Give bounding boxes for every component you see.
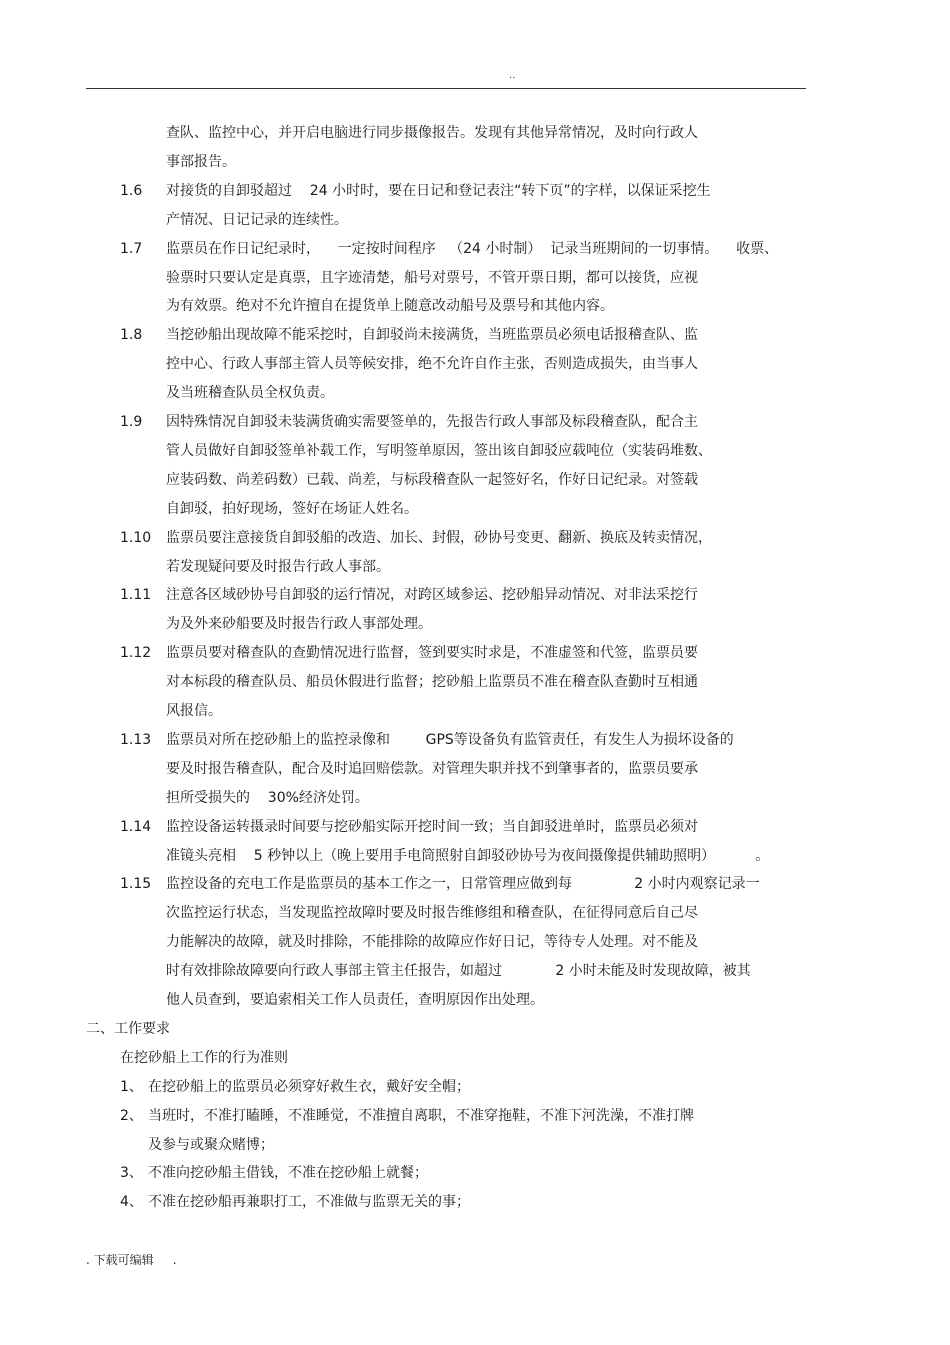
paragraph-number: 1.6 xyxy=(120,182,143,199)
paragraph-line: 对本标段的稽查队员、船员休假进行监督；挖砂船上监票员不准在稽查队查勤时互相通 xyxy=(166,674,698,691)
paragraph-line: 准镜头亮相 5 秒钟以上（晚上要用手电筒照射自卸驳砂协号为夜间摄像提供辅助照明） 。 xyxy=(166,847,770,864)
paragraph-line: 监票员要对稽查队的查勤情况进行监督，签到要实时求是，不准虚签和代签，监票员要 xyxy=(166,645,698,662)
paragraph-line: 为有效票。绝对不允许擅自在提货单上随意改动船号及票号和其他内容。 xyxy=(166,298,614,315)
paragraph-number: 1.7 xyxy=(120,240,143,257)
header-rule xyxy=(86,88,806,89)
paragraph-line: 对接货的自卸驳超过 24 小时时，要在日记和登记表注“转下页”的字样，以保证采挖生 xyxy=(166,182,711,199)
paragraph-line: 力能解决的故障，就及时排除，不能排除的故障应作好日记，等待专人处理。对不能及 xyxy=(166,934,698,951)
paragraph-number: 1.13 xyxy=(120,731,152,748)
paragraph-line: 监票员要注意接货自卸驳船的改造、加长、封假，砂协号变更、翻新、换底及转卖情况， xyxy=(166,529,712,546)
paragraph-line: 时有效排除故障要向行政人事部主管主任报告，如超过 2 小时未能及时发现故障，被其 xyxy=(166,963,751,980)
section-subheading: 在挖砂船上工作的行为准则 xyxy=(120,1049,288,1066)
paragraph-line: 自卸驳，拍好现场，签好在场证人姓名。 xyxy=(166,500,418,517)
rule-number: 4、 xyxy=(120,1194,143,1211)
paragraph-line: 注意各区域砂协号自卸驳的运行情况，对跨区域参运、挖砂船异动情况、对非法采挖行 xyxy=(166,587,698,604)
section-heading: 二、工作要求 xyxy=(86,1020,170,1037)
paragraph-line: 监控设备的充电工作是监票员的基本工作之一，日常管理应做到每 2 小时内观察记录一 xyxy=(166,876,760,893)
paragraph-line: 事部报告。 xyxy=(166,153,236,170)
rule-line: 及参与或聚众赌博； xyxy=(148,1136,274,1153)
paragraph-line: 次监控运行状态，当发现监控故障时要及时报告维修组和稽查队，在征得同意后自己尽 xyxy=(166,905,698,922)
rule-line: 在挖砂船上的监票员必须穿好救生衣，戴好安全帽； xyxy=(148,1078,470,1095)
paragraph-line: 他人员查到，要追索相关工作人员责任，查明原因作出处理。 xyxy=(166,992,544,1008)
paragraph-number: 1.11 xyxy=(120,587,152,604)
paragraph-line: 风报信。 xyxy=(166,703,222,719)
rule-line: 不准向挖砂船主借钱，不准在挖砂船上就餐； xyxy=(148,1165,428,1182)
page-header-mark: .. xyxy=(509,70,516,81)
paragraph-line: 为及外来砂船要及时报告行政人事部处理。 xyxy=(166,616,432,633)
paragraph-number: 1.15 xyxy=(120,876,152,893)
paragraph-line: 监票员在作日记纪录时， 一定按时间程序 （24 小时制） 记录当班期间的一切事情。 收票、 xyxy=(166,240,779,257)
paragraph-line: 及当班稽查队员全权负责。 xyxy=(166,385,334,402)
paragraph-line: 担所受损失的 30%经济处罚。 xyxy=(166,789,369,806)
paragraph-line: 若发现疑问要及时报告行政人事部。 xyxy=(166,558,390,575)
rule-number: 3、 xyxy=(120,1165,143,1182)
paragraph-line: 管人员做好自卸驳签单补载工作，写明签单原因，签出该自卸驳应载吨位（实装码堆数、 xyxy=(166,442,712,459)
paragraph-number: 1.10 xyxy=(120,529,152,546)
page-footer: . 下载可编辑 . xyxy=(86,1253,177,1267)
paragraph-line: 监票员对所在挖砂船上的监控录像和 GPS等设备负有监管责任，有发生人为损坏设备的 xyxy=(166,731,734,748)
paragraph-line: 当挖砂船出现故障不能采挖时，自卸驳尚未接满货，当班监票员必须电话报稽查队、监 xyxy=(166,327,698,344)
rule-number: 1、 xyxy=(120,1078,143,1095)
paragraph-number: 1.8 xyxy=(120,327,143,344)
paragraph-line: 要及时报告稽查队，配合及时追回赔偿款。对管理失职并找不到肇事者的，监票员要承 xyxy=(166,760,698,777)
paragraph-number: 1.12 xyxy=(120,645,152,662)
paragraph-line: 验票时只要认定是真票，且字迹清楚，船号对票号，不管开票日期，都可以接货，应视 xyxy=(166,269,698,286)
rule-line: 当班时，不准打瞌睡，不准睡觉，不准擅自离职，不准穿拖鞋，不准下河洗澡，不准打牌 xyxy=(148,1107,694,1124)
paragraph-line: 因特殊情况自卸驳未装满货确实需要签单的，先报告行政人事部及标段稽查队，配合主 xyxy=(166,414,698,430)
paragraph-number: 1.14 xyxy=(120,818,152,835)
rule-line: 不准在挖砂船再兼职打工，不准做与监票无关的事； xyxy=(148,1194,470,1211)
paragraph-number: 1.9 xyxy=(120,414,143,430)
paragraph-line: 应装码数、尚差码数）已载、尚差，与标段稽查队一起签好名，作好日记纪录。对签载 xyxy=(166,471,698,488)
paragraph-line: 查队、监控中心，并开启电脑进行同步摄像报告。发现有其他异常情况，及时向行政人 xyxy=(166,125,698,141)
paragraph-line: 控中心、行政人事部主管人员等候安排，绝不允许自作主张，否则造成损失，由当事人 xyxy=(166,356,698,373)
rule-number: 2、 xyxy=(120,1107,143,1124)
paragraph-line: 产情况、日记记录的连续性。 xyxy=(166,211,348,228)
paragraph-line: 监控设备运转摄录时间要与挖砂船实际开挖时间一致；当自卸驳进单时，监票员必须对 xyxy=(166,818,698,835)
